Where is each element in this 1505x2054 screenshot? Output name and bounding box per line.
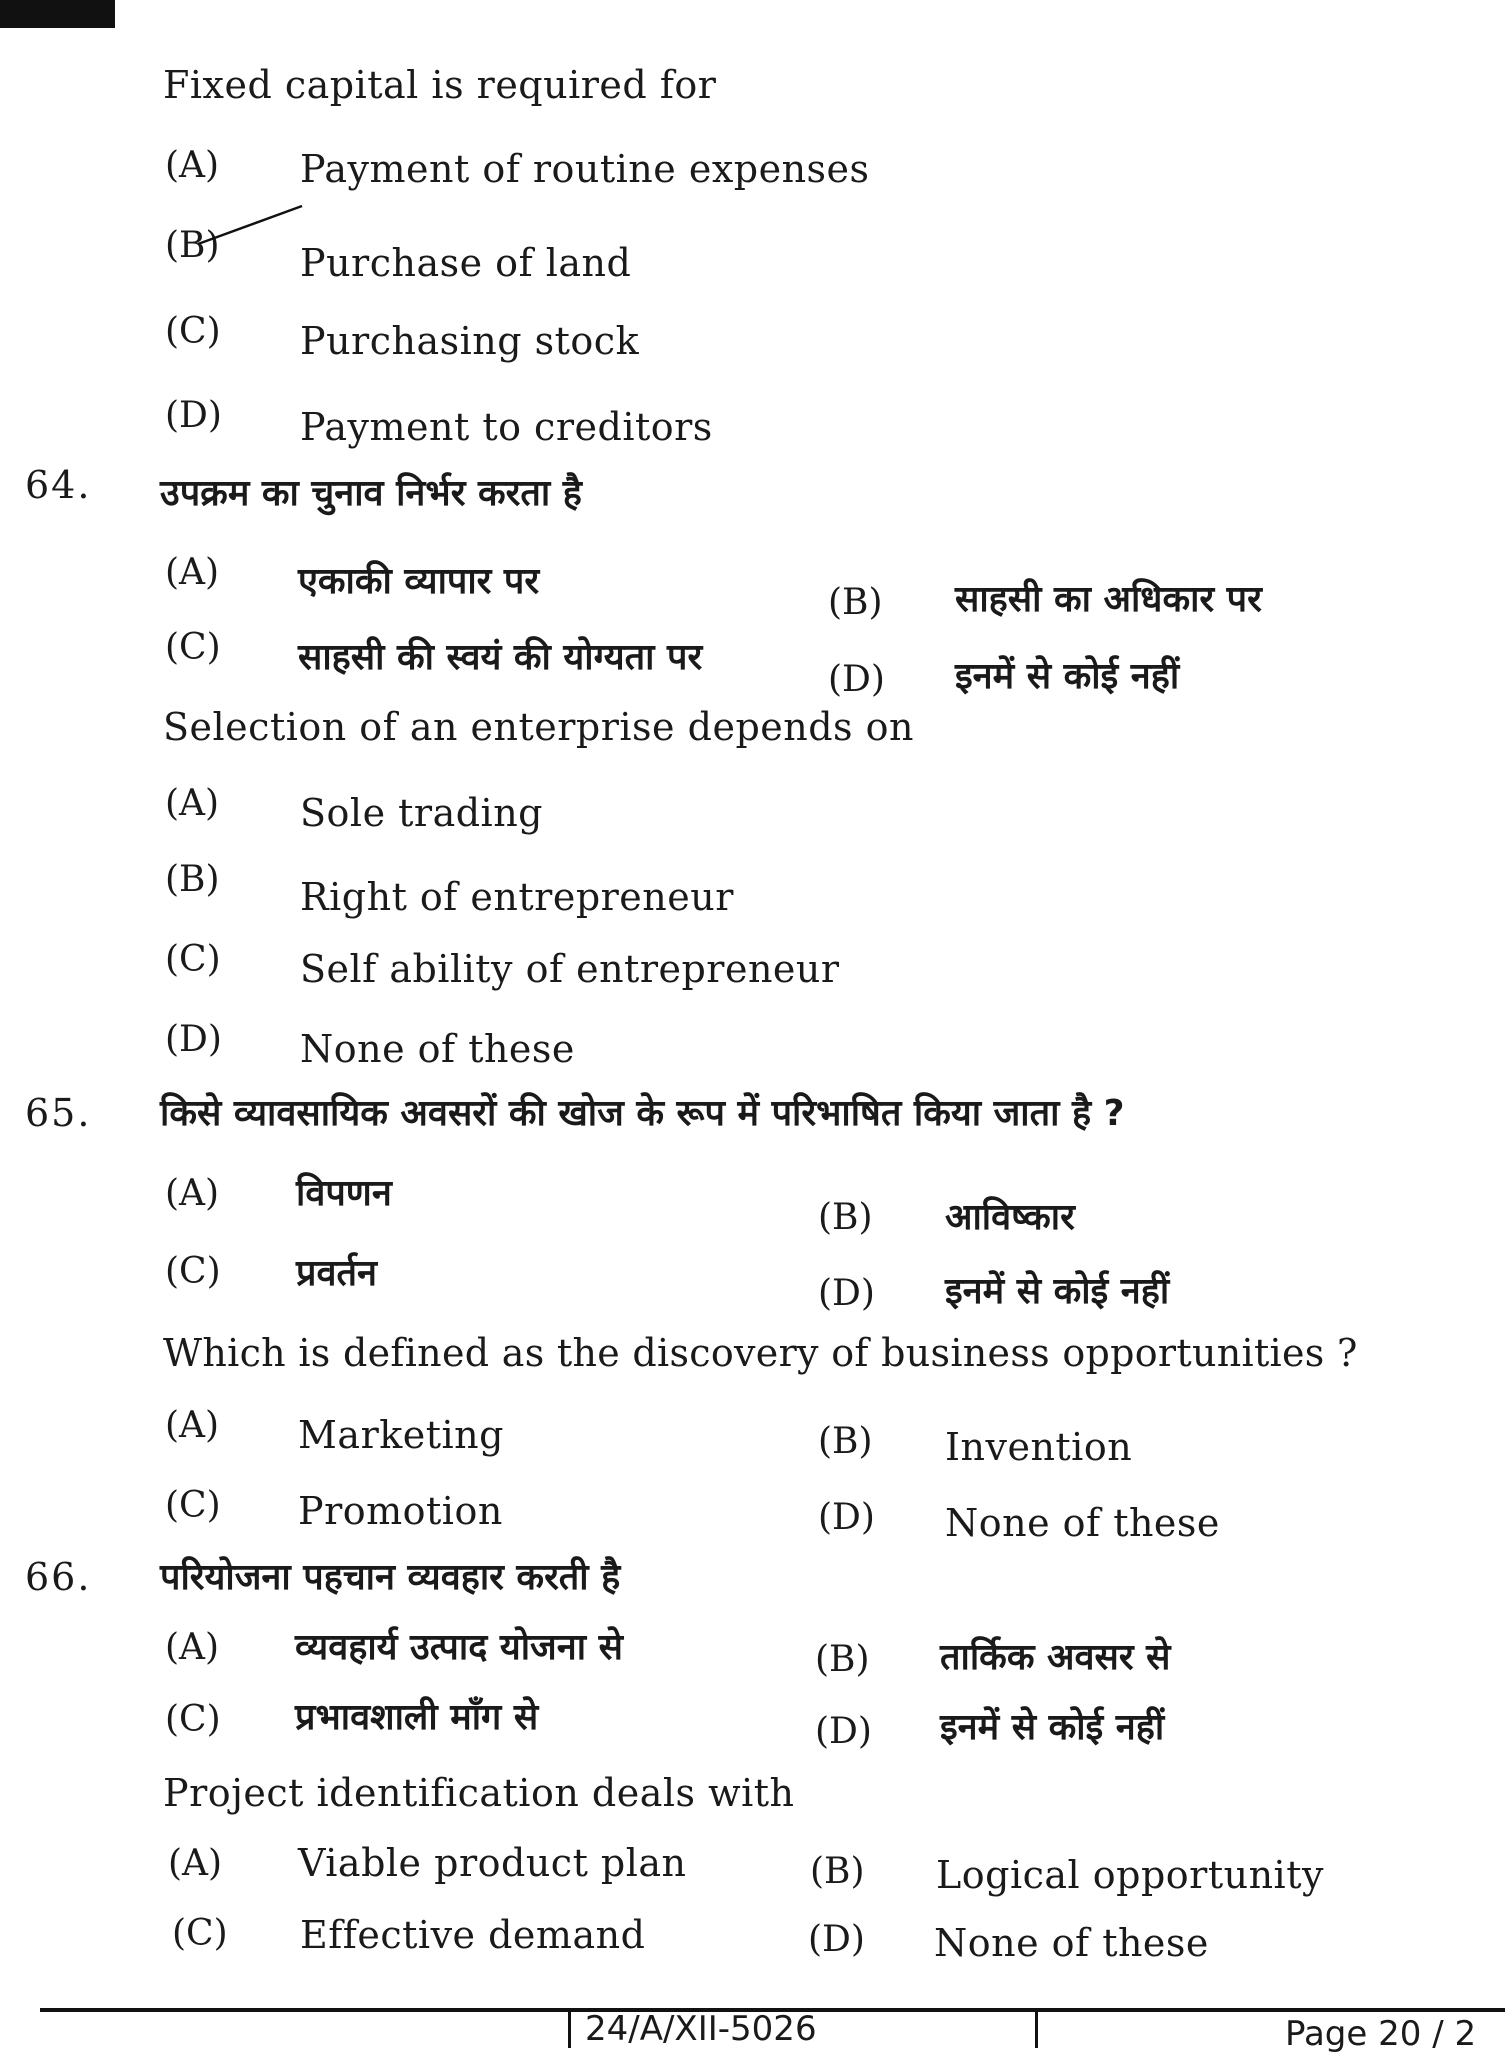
q66-en-option-b-text: Logical opportunity (936, 1853, 1324, 1897)
q63-option-d-label: (D) (165, 395, 222, 436)
q64-hi-option-c-text: साहसी की स्वयं की योग्यता पर (298, 637, 703, 678)
q65-hi-option-b-text: आविष्कार (945, 1197, 1075, 1238)
paper-code: 24/A/XII-5026 (568, 2008, 1038, 2048)
corner-page-mark (0, 0, 115, 28)
q66-number: 66. (25, 1555, 92, 1599)
q64-question-en: Selection of an enterprise depends on (163, 705, 914, 749)
q65-hi-option-c-label: (C) (165, 1251, 221, 1292)
page-number: Page 20 / 2 (1285, 2014, 1477, 2054)
q65-en-option-c-label: (C) (165, 1485, 221, 1526)
q66-en-option-b-label: (B) (810, 1851, 865, 1892)
q65-en-option-a-text: Marketing (298, 1413, 504, 1457)
q66-en-option-c-text: Effective demand (300, 1913, 646, 1957)
q65-hi-option-b-label: (B) (818, 1197, 873, 1238)
q64-en-option-a-label: (A) (165, 783, 220, 824)
q64-hi-option-c-label: (C) (165, 627, 221, 668)
q66-hi-option-c-text: प्रभावशाली माँग से (295, 1697, 539, 1738)
q64-en-option-b-label: (B) (165, 859, 220, 900)
q64-en-option-c-text: Self ability of entrepreneur (300, 947, 840, 991)
q63-option-b-label: (B) (165, 225, 220, 266)
q66-question-hi: परियोजना पहचान व्यवहार करती है (160, 1557, 621, 1598)
q64-en-option-d-text: None of these (300, 1027, 575, 1071)
q65-question-hi: किसे व्यावसायिक अवसरों की खोज के रूप में परिभाषित किया जाता है ? (160, 1093, 1125, 1134)
q65-question-en: Which is defined as the discovery of business opportunities ? (163, 1331, 1358, 1375)
q63-option-a-label: (A) (165, 145, 220, 186)
q66-en-option-d-text: None of these (934, 1921, 1209, 1965)
q66-hi-option-a-label: (A) (165, 1627, 220, 1668)
q66-hi-option-d-label: (D) (815, 1711, 872, 1752)
q64-hi-option-d-text: इनमें से कोई नहीं (955, 656, 1180, 697)
q66-question-en: Project identification deals with (163, 1771, 795, 1815)
q65-en-option-a-label: (A) (165, 1405, 220, 1446)
q65-hi-option-c-text: प्रवर्तन (296, 1253, 378, 1294)
q65-en-option-b-text: Invention (945, 1425, 1133, 1469)
q64-hi-option-b-text: साहसी का अधिकार पर (955, 579, 1262, 620)
q64-en-option-c-label: (C) (165, 939, 221, 980)
q66-hi-option-b-text: तार्किक अवसर से (940, 1637, 1171, 1678)
q64-hi-option-b-label: (B) (828, 582, 883, 623)
q65-number: 65. (25, 1091, 92, 1135)
q63-option-a-text: Payment of routine expenses (300, 147, 870, 191)
q64-hi-option-a-text: एकाकी व्यापार पर (298, 561, 540, 602)
q65-hi-option-d-label: (D) (818, 1273, 875, 1314)
q66-hi-option-a-text: व्यवहार्य उत्पाद योजना से (295, 1627, 623, 1668)
q66-hi-option-d-text: इनमें से कोई नहीं (940, 1707, 1165, 1748)
q64-hi-option-d-label: (D) (828, 659, 885, 700)
q63-option-c-label: (C) (165, 311, 221, 352)
q64-number: 64. (25, 463, 92, 507)
q65-en-option-c-text: Promotion (298, 1489, 503, 1533)
q63-option-b-text: Purchase of land (300, 241, 632, 285)
q65-en-option-d-text: None of these (945, 1501, 1220, 1545)
q65-hi-option-a-label: (A) (165, 1173, 220, 1214)
q64-en-option-a-text: Sole trading (300, 791, 543, 835)
q65-en-option-b-label: (B) (818, 1421, 873, 1462)
q63-option-d-text: Payment to creditors (300, 405, 713, 449)
pen-tick-mark (190, 200, 310, 250)
q66-hi-option-b-label: (B) (815, 1639, 870, 1680)
q66-en-option-a-label: (A) (168, 1843, 223, 1884)
q66-en-option-d-label: (D) (808, 1919, 865, 1960)
q65-en-option-d-label: (D) (818, 1497, 875, 1538)
q66-hi-option-c-label: (C) (165, 1699, 221, 1740)
q64-en-option-d-label: (D) (165, 1019, 222, 1060)
q64-question-hi: उपक्रम का चुनाव निर्भर करता है (160, 473, 582, 514)
q65-hi-option-d-text: इनमें से कोई नहीं (945, 1271, 1170, 1312)
q64-hi-option-a-label: (A) (165, 552, 220, 593)
q64-en-option-b-text: Right of entrepreneur (300, 875, 734, 919)
q65-hi-option-a-text: विपणन (296, 1173, 392, 1214)
q63-option-c-text: Purchasing stock (300, 319, 640, 363)
q63-question-en: Fixed capital is required for (163, 63, 717, 107)
q66-en-option-c-label: (C) (172, 1913, 228, 1954)
q66-en-option-a-text: Viable product plan (298, 1841, 687, 1885)
